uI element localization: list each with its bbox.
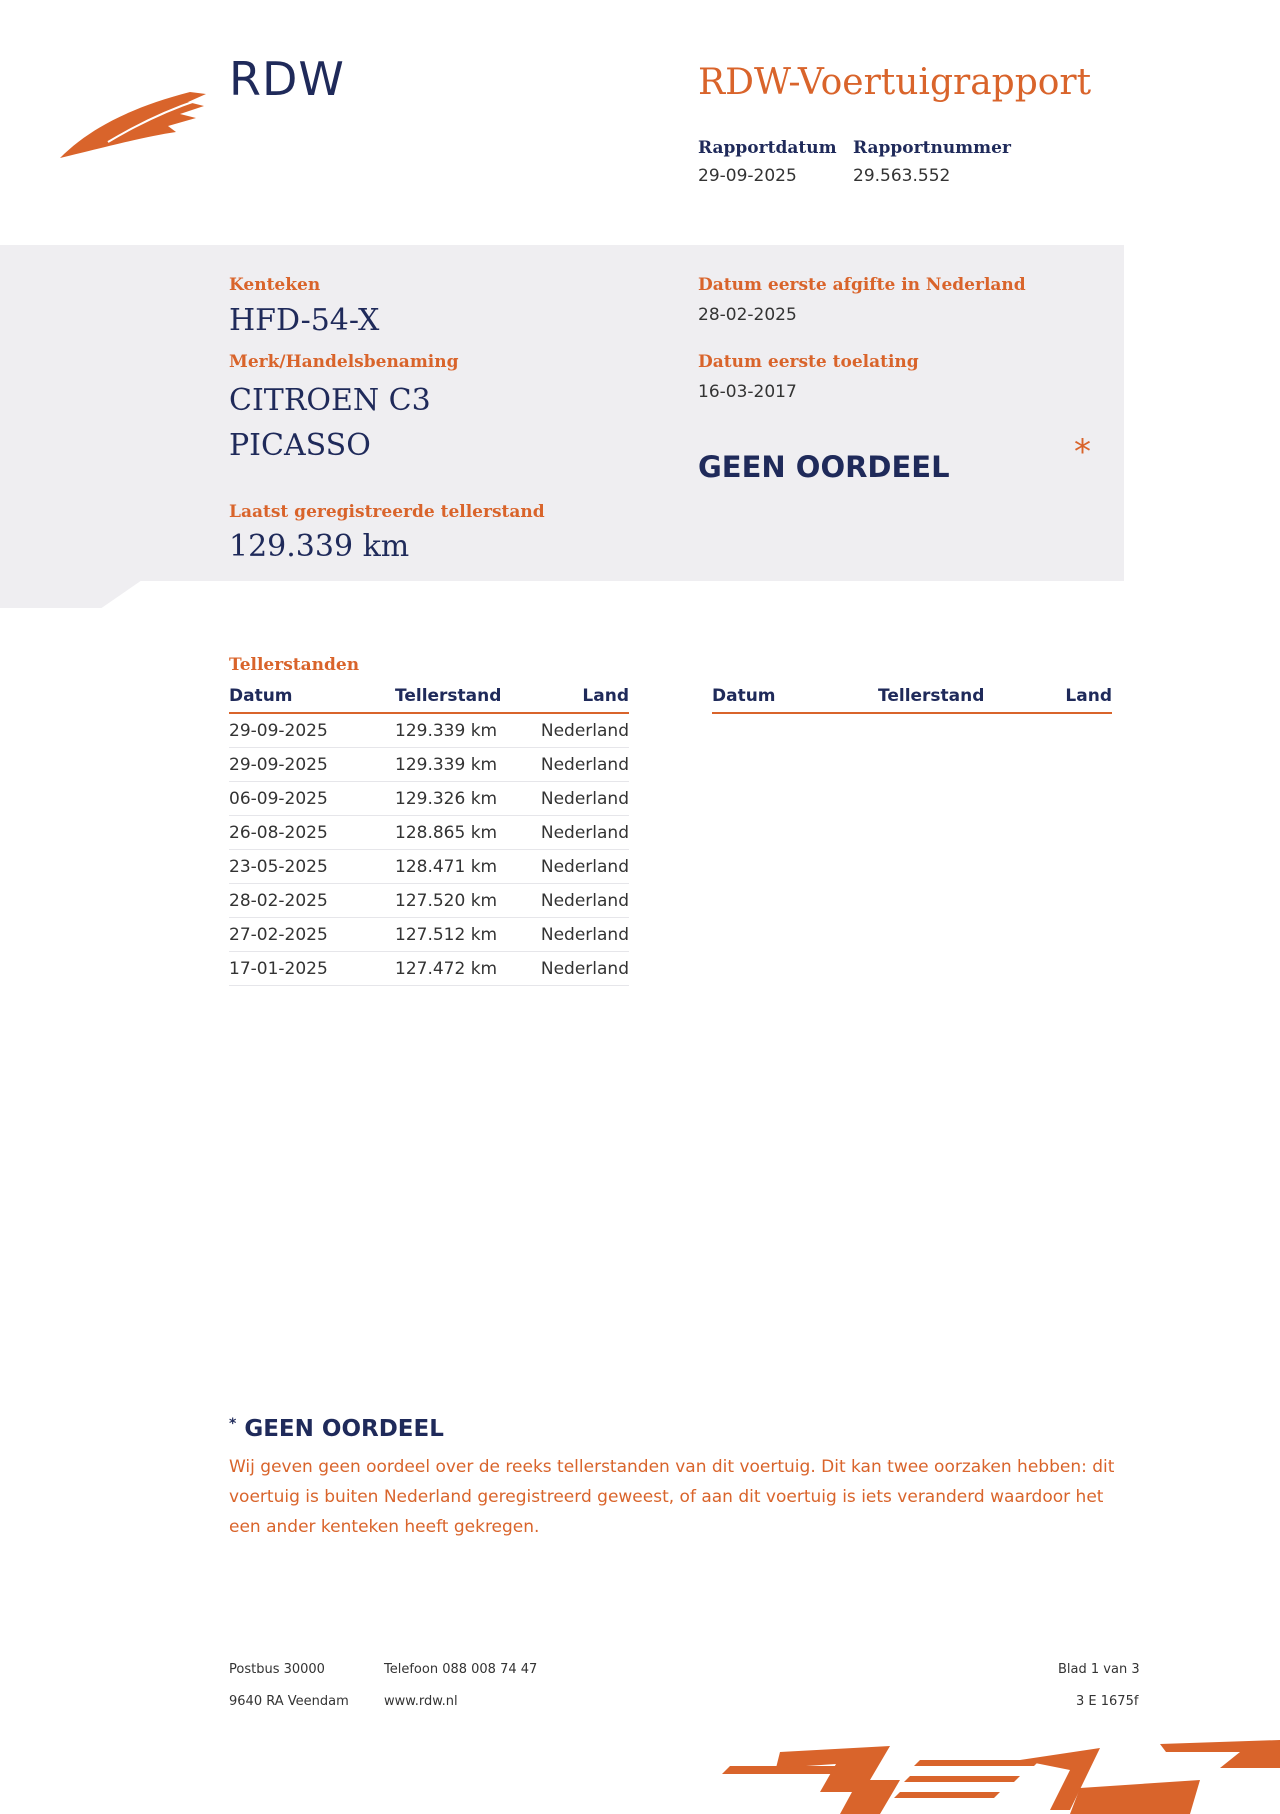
cell-land: Nederland — [525, 748, 629, 782]
cell-datum: 26-08-2025 — [229, 816, 395, 850]
cell-datum: 29-09-2025 — [229, 748, 395, 782]
tellerstand-value: 129.339 km — [229, 529, 410, 564]
cell-tellerstand: 127.512 km — [395, 918, 525, 952]
column-header-land: Land — [1008, 684, 1112, 713]
rdw-feather-logo-icon — [58, 80, 208, 160]
table-row — [229, 782, 629, 816]
cell-land: Nederland — [525, 713, 629, 748]
cell-land: Nederland — [525, 816, 629, 850]
column-header-tellerstand: Tellerstand — [395, 684, 525, 713]
cell-tellerstand: 129.339 km — [395, 748, 525, 782]
footnote-text: Wij geven geen oordeel over de reeks tellerstanden van dit voertuig. Dit kan twee oorzaken hebben: dit voertuig is buiten Nederland geregistreerd geweest, of aan dit voertuig is iets veranderd waardoor het een ander kenteken heeft gekregen. — [229, 1457, 1115, 1537]
cell-land: Nederland — [525, 782, 629, 816]
rapportnummer-value: 29.563.552 — [853, 166, 951, 186]
table-row — [229, 952, 629, 986]
cell-datum: 17-01-2025 — [229, 952, 395, 986]
rapportdatum-label: Rapportdatum — [698, 138, 837, 158]
tellerstanden-title: Tellerstanden — [229, 655, 360, 675]
table-row — [229, 850, 629, 884]
cell-datum: 28-02-2025 — [229, 884, 395, 918]
cell-tellerstand: 127.472 km — [395, 952, 525, 986]
footer-address: 9640 RA Veendam — [229, 1694, 349, 1709]
toelating-value: 16-03-2017 — [698, 382, 797, 402]
verdict: GEEN OORDEEL — [698, 450, 950, 484]
afgifte-value: 28-02-2025 — [698, 305, 797, 325]
cell-land: Nederland — [525, 918, 629, 952]
table-row — [229, 713, 629, 748]
cell-datum: 06-09-2025 — [229, 782, 395, 816]
footer-website: www.rdw.nl — [384, 1694, 458, 1709]
kenteken-label: Kenteken — [229, 275, 321, 295]
table-row — [229, 884, 629, 918]
cell-tellerstand: 128.471 km — [395, 850, 525, 884]
tellerstanden-table-continued — [712, 684, 1112, 714]
cell-land: Nederland — [525, 952, 629, 986]
column-header-datum: Datum — [712, 684, 878, 713]
table-row — [229, 748, 629, 782]
afgifte-label: Datum eerste afgifte in Nederland — [698, 275, 1026, 295]
summary-panel-notch — [0, 578, 145, 608]
cell-land: Nederland — [525, 850, 629, 884]
cell-tellerstand: 127.520 km — [395, 884, 525, 918]
cell-datum: 27-02-2025 — [229, 918, 395, 952]
rdw-stripes-icon — [720, 1740, 1280, 1814]
footnote-title — [229, 1416, 444, 1442]
merk-label: Merk/Handelsbenaming — [229, 352, 459, 372]
column-header-datum: Datum — [229, 684, 395, 713]
rapportdatum-value: 29-09-2025 — [698, 166, 797, 186]
verdict-marker: * — [1074, 432, 1091, 472]
cell-datum: 29-09-2025 — [229, 713, 395, 748]
cell-tellerstand: 129.339 km — [395, 713, 525, 748]
merk-value-line2: PICASSO — [229, 428, 371, 463]
logo-text: RDW — [229, 52, 345, 106]
cell-tellerstand: 129.326 km — [395, 782, 525, 816]
footer-postbus: Postbus 30000 — [229, 1662, 325, 1677]
footnote-heading: GEEN OORDEEL — [244, 1416, 444, 1442]
summary-panel — [0, 245, 1124, 581]
footer-phone: Telefoon 088 008 74 47 — [384, 1662, 538, 1677]
footer-page-number: Blad 1 van 3 — [1058, 1662, 1140, 1677]
table-row — [229, 918, 629, 952]
table-header-row — [712, 684, 1112, 713]
column-header-tellerstand: Tellerstand — [878, 684, 1008, 713]
footnote-marker: * — [229, 1416, 237, 1432]
merk-value-line1: CITROEN C3 — [229, 383, 431, 418]
cell-datum: 23-05-2025 — [229, 850, 395, 884]
column-header-land: Land — [525, 684, 629, 713]
cell-tellerstand: 128.865 km — [395, 816, 525, 850]
cell-land: Nederland — [525, 884, 629, 918]
rapportnummer-label: Rapportnummer — [853, 138, 1011, 158]
tellerstand-label: Laatst geregistreerde tellerstand — [229, 502, 545, 522]
table-row — [229, 816, 629, 850]
toelating-label: Datum eerste toelating — [698, 352, 919, 372]
report-title: RDW-Voertuigrapport — [698, 62, 1092, 103]
footer-document-code: 3 E 1675f — [1076, 1694, 1139, 1709]
tellerstanden-table — [229, 684, 629, 986]
tellerstanden-body — [229, 713, 629, 986]
table-header-row — [229, 684, 629, 713]
kenteken-value: HFD-54-X — [229, 303, 380, 338]
